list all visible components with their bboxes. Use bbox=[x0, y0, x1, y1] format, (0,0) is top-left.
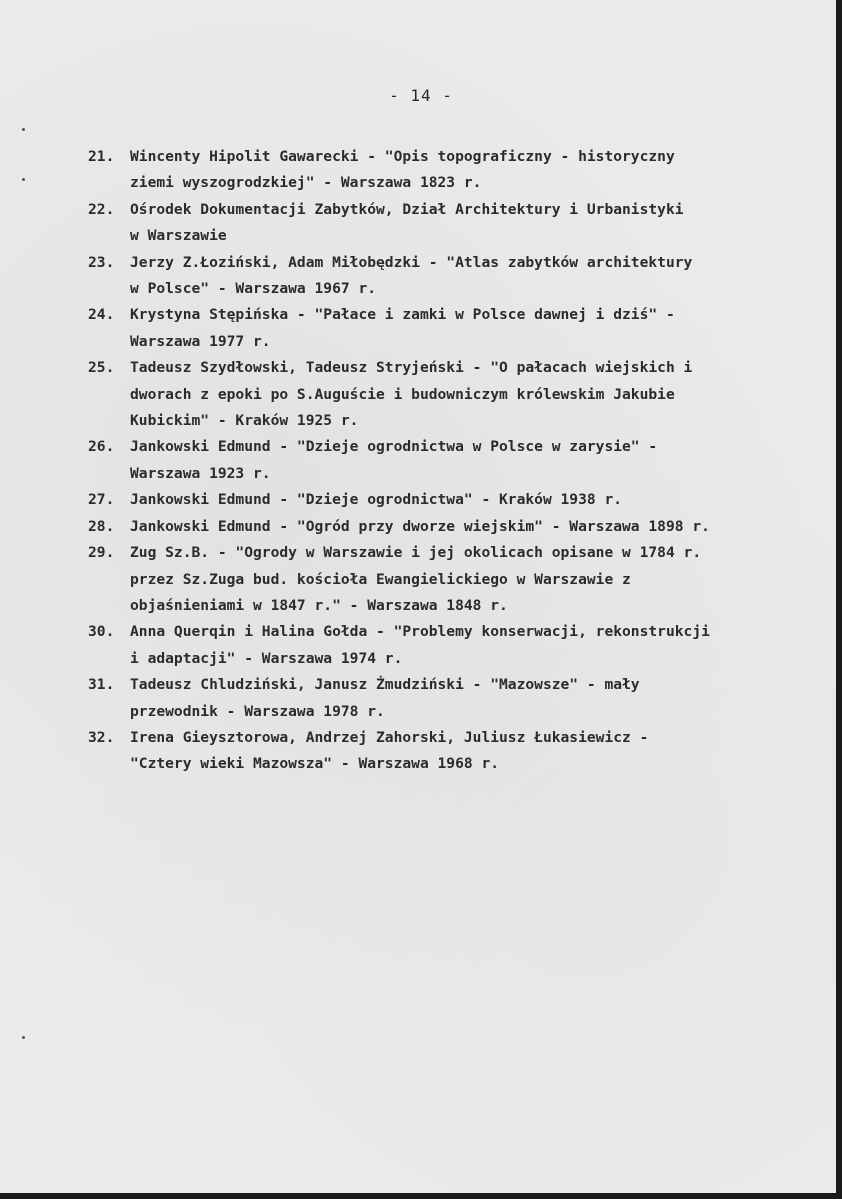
entry-number: 22. bbox=[88, 200, 115, 218]
entry-line: w Polsce" - Warszawa 1967 r. bbox=[130, 280, 377, 298]
entry-line: Jankowski Edmund - "Dzieje ogrodnictwa w Polsce w zarysie" - bbox=[130, 438, 658, 456]
bibliography-entry bbox=[88, 355, 828, 434]
entry-line: objaśnieniami w 1847 r." - Warszawa 1848 r. bbox=[130, 596, 508, 614]
bibliography-entry bbox=[88, 619, 828, 672]
bibliography-entry bbox=[88, 725, 828, 778]
entry-text bbox=[130, 197, 828, 250]
entry-line: dworach z epoki po S.Auguście i budowniczym królewskim Jakubie bbox=[130, 385, 675, 403]
bibliography-entry bbox=[88, 302, 828, 355]
entry-line: i adaptacji" - Warszawa 1974 r. bbox=[130, 649, 403, 667]
bibliography-entry bbox=[88, 672, 828, 725]
entry-text bbox=[130, 250, 828, 303]
entry-number: 26. bbox=[88, 438, 115, 456]
bibliography-entry bbox=[88, 434, 828, 487]
bibliography-entry bbox=[88, 514, 828, 540]
entry-line: Zug Sz.B. - "Ogrody w Warszawie i jej okolicach opisane w 1784 r. bbox=[130, 544, 702, 562]
binding-hole-mark bbox=[22, 178, 25, 181]
entry-line: Warszawa 1977 r. bbox=[130, 332, 271, 350]
page-number: - 14 - bbox=[389, 86, 453, 105]
entry-text bbox=[130, 619, 828, 672]
entry-line: "Cztery wieki Mazowsza" - Warszawa 1968 r. bbox=[130, 755, 500, 773]
entry-line: Warszawa 1923 r. bbox=[130, 464, 271, 482]
bibliography-list bbox=[88, 144, 828, 778]
bibliography-entry bbox=[88, 487, 828, 513]
entry-text bbox=[130, 144, 828, 197]
entry-number: 29. bbox=[88, 544, 115, 562]
entry-line: Krystyna Stępińska - "Pałace i zamki w Polsce dawnej i dziś" - bbox=[130, 306, 675, 324]
entry-line: Jankowski Edmund - "Dzieje ogrodnictwa" - Kraków 1938 r. bbox=[130, 491, 623, 509]
entry-number: 31. bbox=[88, 676, 115, 694]
entry-number: 21. bbox=[88, 148, 115, 165]
entry-number: 28. bbox=[88, 517, 115, 535]
entry-text bbox=[130, 514, 828, 540]
entry-text bbox=[130, 540, 828, 619]
entry-text bbox=[130, 355, 828, 434]
entry-number: 30. bbox=[88, 623, 115, 641]
entry-text bbox=[130, 302, 828, 355]
entry-line: Wincenty Hipolit Gawarecki - "Opis topograficzny - historyczny bbox=[130, 148, 675, 165]
entry-line: Ośrodek Dokumentacji Zabytków, Dział Architektury i Urbanistyki bbox=[130, 200, 684, 218]
entry-text bbox=[130, 725, 828, 778]
entry-line: przez Sz.Zuga bud. kościoła Ewangielickiego w Warszawie z bbox=[130, 570, 631, 588]
entry-line: ziemi wyszogrodzkiej" - Warszawa 1823 r. bbox=[130, 174, 482, 192]
bibliography-entry bbox=[88, 250, 828, 303]
entry-line: Kubickim" - Kraków 1925 r. bbox=[130, 412, 359, 430]
entry-number: 23. bbox=[88, 253, 115, 271]
entry-text bbox=[130, 487, 828, 513]
entry-line: Jerzy Z.Łoziński, Adam Miłobędzki - "Atlas zabytków architektury bbox=[130, 253, 693, 271]
entry-number: 24. bbox=[88, 306, 115, 324]
entry-line: Anna Querqin i Halina Gołda - "Problemy konserwacji, rekonstrukcji bbox=[130, 623, 710, 641]
entry-line: Jankowski Edmund - "Ogród przy dworze wiejskim" - Warszawa 1898 r. bbox=[130, 517, 710, 535]
entry-number: 25. bbox=[88, 359, 115, 377]
entry-line: Tadeusz Szydłowski, Tadeusz Stryjeński - "O pałacach wiejskich i bbox=[130, 359, 693, 377]
entry-number: 32. bbox=[88, 728, 115, 746]
bibliography-entry bbox=[88, 540, 828, 619]
bibliography-entry bbox=[88, 144, 828, 197]
entry-text bbox=[130, 434, 828, 487]
binding-hole-mark bbox=[22, 1036, 25, 1039]
entry-line: Tadeusz Chludziński, Janusz Żmudziński - "Mazowsze" - mały bbox=[130, 676, 640, 694]
bibliography-entry bbox=[88, 197, 828, 250]
binding-hole-mark bbox=[22, 128, 25, 131]
entry-line: Irena Gieysztorowa, Andrzej Zahorski, Juliusz Łukasiewicz - bbox=[130, 728, 649, 746]
entry-line: przewodnik - Warszawa 1978 r. bbox=[130, 702, 385, 720]
entry-line: w Warszawie bbox=[130, 227, 227, 245]
entry-number: 27. bbox=[88, 491, 115, 509]
entry-text bbox=[130, 672, 828, 725]
